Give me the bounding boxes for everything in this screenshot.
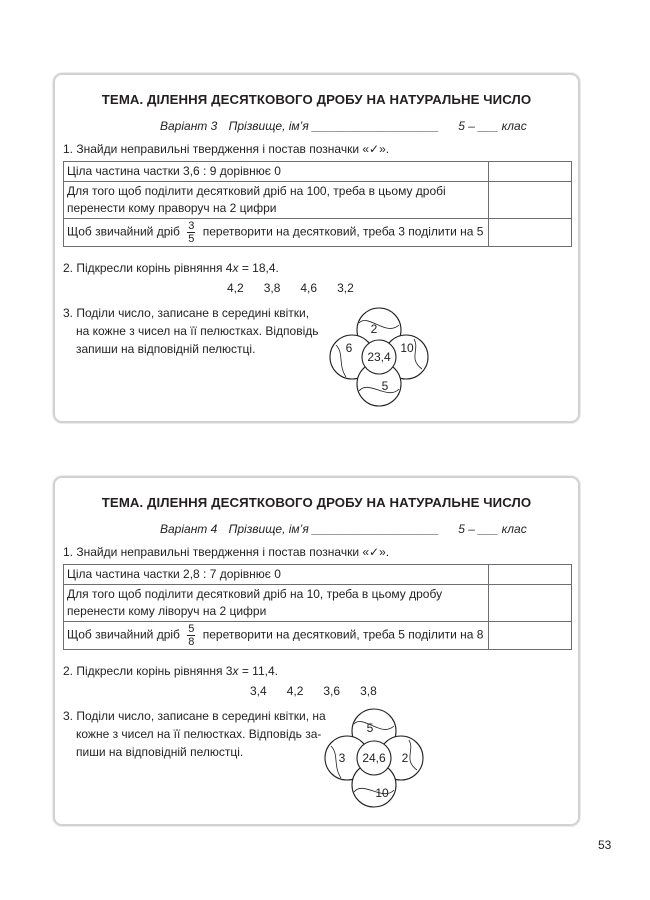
statement-text: Щоб звичайний дріб $\frac{3}{5}$ перетворити на десятковий, треба 3 поділити на 5 xyxy=(64,219,489,247)
statement-text: Для того щоб поділити десятковий дріб на 100, треба в цьому дробі перенести кому праворуч на 2 цифри xyxy=(64,182,489,219)
flower-center-label: 24,6 xyxy=(362,751,386,765)
class-field[interactable]: 5 – ___ клас xyxy=(458,119,527,133)
worksheet-title: ТЕМА. ДІЛЕННЯ ДЕСЯТКОВОГО ДРОБУ НА НАТУРАЛЬНЕ ЧИСЛО xyxy=(101,495,532,510)
root-options xyxy=(227,281,374,295)
root-option[interactable]: 3,8 xyxy=(360,684,377,698)
statement-text: Ціла частина частки 3,6 : 9 дорівнює 0 xyxy=(64,162,489,182)
statement-text: Для того щоб поділити десятковий дріб на 10, треба в цьому дробу перенести кому ліворуч на 2 цифри xyxy=(64,585,489,622)
flower-diagram xyxy=(323,706,425,810)
petal-label-top: 2 xyxy=(370,322,378,336)
root-options xyxy=(250,684,397,698)
check-mark-cell[interactable] xyxy=(489,622,572,650)
flower-diagram xyxy=(328,305,430,409)
check-mark-cell[interactable] xyxy=(489,219,572,247)
table-row xyxy=(64,219,572,247)
petal-label-left: 6 xyxy=(345,341,353,355)
statements-table xyxy=(63,161,572,247)
petal-label-top: 5 xyxy=(366,721,374,735)
worksheet-variant-4 xyxy=(53,476,580,826)
worksheet-header-line xyxy=(160,522,527,536)
variant-label: Варіант 3 xyxy=(160,119,218,133)
table-row xyxy=(64,162,572,182)
check-mark-cell[interactable] xyxy=(489,182,572,219)
fraction: $\frac{3}{5}$ xyxy=(188,220,195,245)
root-option[interactable]: 3,4 xyxy=(250,684,267,698)
fraction: $\frac{5}{8}$ xyxy=(188,623,195,648)
task-1-text: 1. Знайди неправильні твердження і постав позначки «✓». xyxy=(63,142,390,156)
name-field[interactable]: Прізвище, ім’я ___________________ xyxy=(228,119,439,133)
table-row xyxy=(64,622,572,650)
worksheet-title: ТЕМА. ДІЛЕННЯ ДЕСЯТКОВОГО ДРОБУ НА НАТУРАЛЬНЕ ЧИСЛО xyxy=(101,92,532,107)
table-row xyxy=(64,585,572,622)
root-option[interactable]: 4,2 xyxy=(227,281,244,295)
petal-label-bottom: 10 xyxy=(375,786,389,800)
check-mark-cell[interactable] xyxy=(489,162,572,182)
root-option[interactable]: 4,6 xyxy=(300,281,318,295)
task-1-text: 1. Знайди неправильні твердження і постав позначки «✓». xyxy=(63,545,390,559)
check-mark-cell[interactable] xyxy=(489,565,572,585)
variant-label: Варіант 4 xyxy=(160,522,218,536)
table-row xyxy=(64,182,572,219)
petal-label-right: 10 xyxy=(400,341,414,355)
statement-text: Щоб звичайний дріб $\frac{5}{8}$ перетворити на десятковий, треба 5 поділити на 8 xyxy=(64,622,489,650)
task-2-text: 2. Підкресли корінь рівняння 3x = 11,4. xyxy=(63,664,278,678)
task-3-text: 3. Поділи число, записане в середині квітки, на кожне з чисел на її пелюстках. Відповідь запиши на відповідній пелюстці. xyxy=(63,306,319,356)
petal-label-left: 3 xyxy=(338,751,346,765)
worksheet-header-line xyxy=(160,119,527,133)
root-option[interactable]: 3,6 xyxy=(323,684,341,698)
statement-text: Ціла частина частки 2,8 : 7 дорівнює 0 xyxy=(64,565,489,585)
root-option[interactable]: 3,8 xyxy=(263,281,281,295)
table-row xyxy=(64,565,572,585)
petal-label-right: 2 xyxy=(401,751,409,765)
page-number: 53 xyxy=(598,838,612,852)
statements-table xyxy=(63,564,572,650)
task-2-text: 2. Підкресли корінь рівняння 4x = 18,4. xyxy=(63,261,279,275)
class-field[interactable]: 5 – ___ клас xyxy=(458,522,527,536)
flower-center-label: 23,4 xyxy=(367,350,391,364)
task-3-text: 3. Поділи число, записане в середині квітки, на кожне з чисел на її пелюстках. Відповідь за- пиши на відповідній пелюстці. xyxy=(63,709,326,759)
worksheet-variant-3 xyxy=(53,73,580,423)
check-mark-cell[interactable] xyxy=(489,585,572,622)
petal-label-bottom: 5 xyxy=(381,379,389,393)
root-option[interactable]: 4,2 xyxy=(286,684,304,698)
root-option[interactable]: 3,2 xyxy=(337,281,354,295)
name-field[interactable]: Прізвище, ім’я ___________________ xyxy=(228,522,439,536)
